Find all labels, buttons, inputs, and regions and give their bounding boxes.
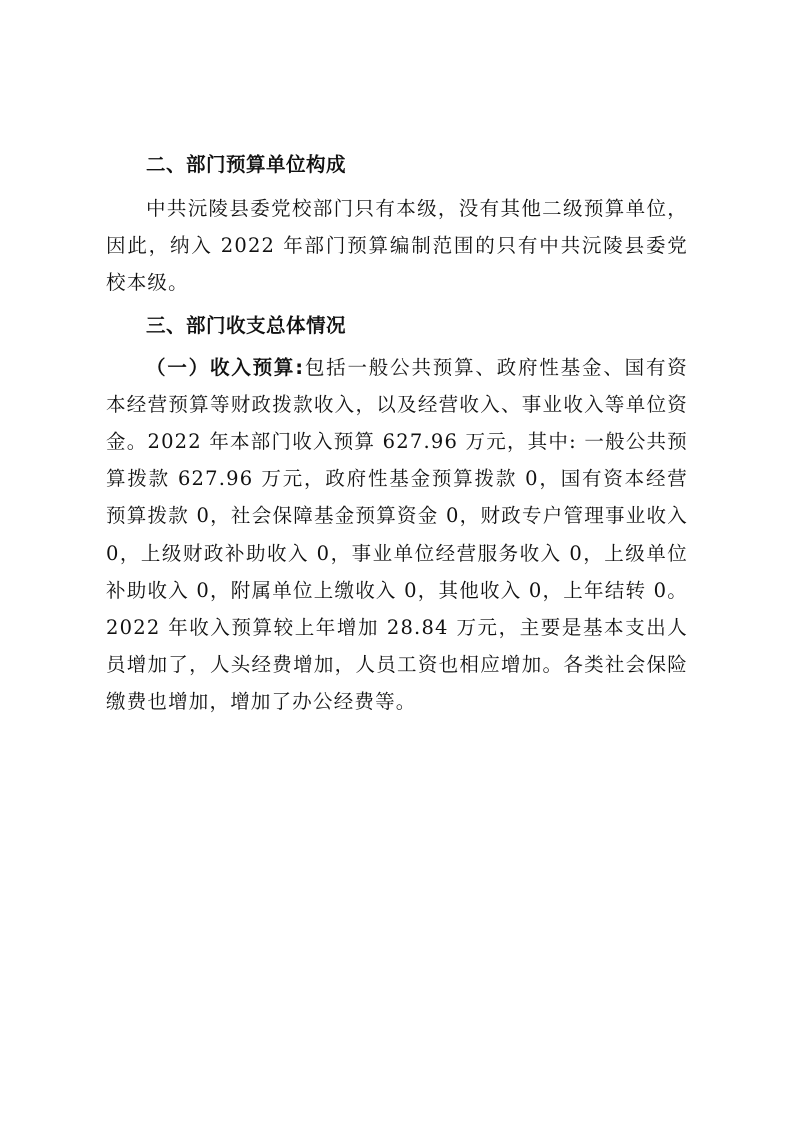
section-heading-budget-units: 二、部门预算单位构成 [146,153,347,176]
subsection-body-revenue-budget: 包括一般公共预算、政府性基金、国有资本经营预算等财政拨款收入，以及经营收入、事业收入等单位资金。2022 年本部门收入预算 627.96 万元，其中: 一般公共预算拨款 627.96 万元，政府性基金预算拨款 0，国有资本经营预算拨款 0，社会保障基金预算资金 0，财政专户管理事业收入 0，上级财政补助收入 0，事业单位经营服务收入 0，上级单位补助收入 0，附属单位上缴收入 0，其他收入 0，上年结转 0。2022 年收入预算较上年增加 28.84 万元，主要是基本支出人员增加了，人头经费增加，人员工资也相应增加。各类社会保险缴费也增加，增加了办公经费等。 [106,355,688,714]
document-content [106,146,688,721]
subsection-lead-revenue-budget: （一）收入预算: [146,355,305,379]
section-heading-revenue-expenditure: 三、部门收支总体情况 [146,313,347,337]
section-paragraph-budget-units: 中共沅陵县委党校部门只有本级，没有其他二级预算单位，因此，纳入 2022 年部门预算编制范围的只有中共沅陵县委党校本级。 [106,197,688,295]
section-paragraph-revenue-budget [106,349,688,721]
